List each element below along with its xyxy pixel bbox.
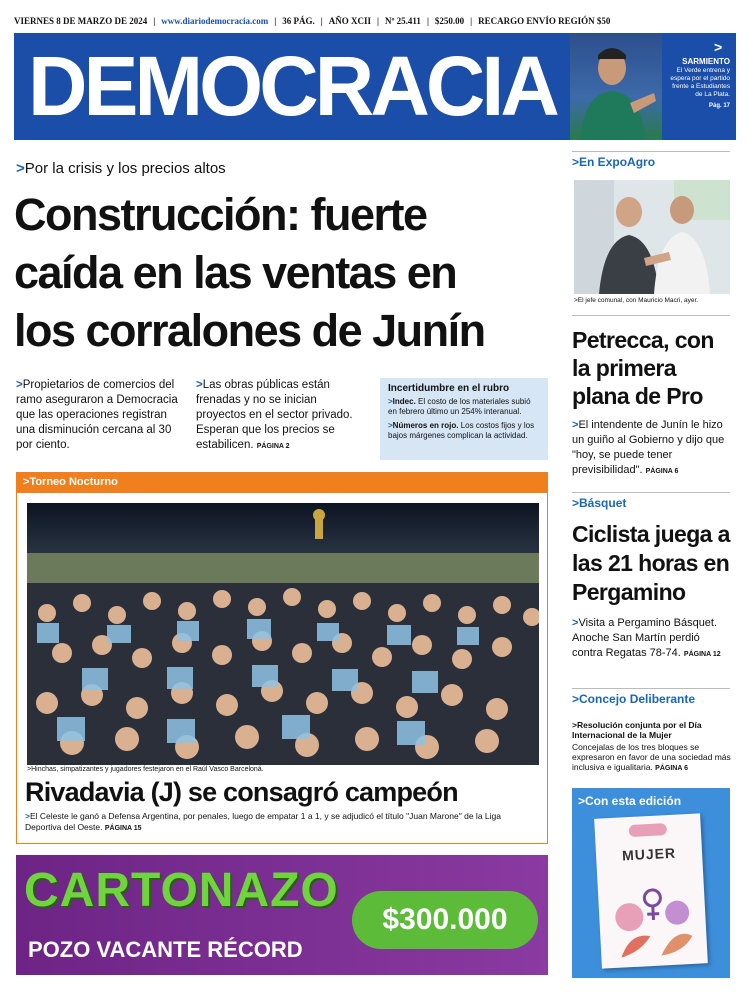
edition-box [572,788,730,978]
expo-photo [574,180,730,294]
ad-subtitle: POZO VACANTE RÉCORD [28,937,303,962]
site-url[interactable]: www.diariodemocracia.com [161,16,269,26]
basquet-text: >Visita a Pergamino Básquet. Anoche San Martín perdió contra Regatas 78-74. PÁGINA 12 [572,617,721,659]
sports-section-header: >Torneo Nocturno [17,473,547,493]
ad-title: CARTONAZO [24,864,339,917]
coach-figure [570,33,662,140]
surcharge: RECARGO ENVÍO REGIÓN $50 [478,16,611,26]
info-box-item-1: >Indec. El costo de los materiales subió en febrero último un 254% interanual. [388,397,531,416]
expo-caption: >El jefe comunal, con Mauricio Macri, ayer. [574,297,699,304]
concejo-section: >Concejo Deliberante [572,692,696,706]
basquet-headline[interactable]: Ciclista juega a las 21 horas en Pergamino [572,521,730,605]
year: AÑO XCII [328,16,371,26]
masthead-title: DEMOCRACIA [28,39,556,133]
teaser-text: El Verde entrena y espera por el partido frente a Estudiantes de La Plata. [670,67,730,98]
issue-number: Nº 25.411 [384,16,421,26]
expo-headline[interactable]: Petrecca, con la primera plana de Pro [572,327,714,409]
price: $250.00 [434,16,465,26]
info-box-item-2: >Números en rojo. Los costos fijos y los bajos márgenes complican la actividad. [388,421,535,440]
lead-headline[interactable]: Construcción: fuerte caída en las ventas en los corralones de Junín [14,189,485,356]
basquet-section: >Básquet [572,496,627,510]
ad-amount-badge: $300.000 [352,891,538,949]
teaser-arrow-icon[interactable]: > [714,39,723,55]
issue-date: VIERNES 8 DE MARZO DE 2024 [14,16,148,26]
lead-kicker: >Por la crisis y los precios altos [16,160,226,177]
sports-caption: >Hinchas, simpatizantes y jugadores festejaron en el Raúl Vasco Barceloná. [27,766,264,773]
expo-text: >El intendente de Junín le hizo un guiño al Gobierno y dijo que "hoy, se puede tener previsibilidad". PÁGINA 6 [572,419,725,476]
info-box-title: Incertidumbre en el rubro [388,383,510,394]
sports-box [16,472,548,844]
lead-col1: >Propietarios de comercios del ramo aseguraron a Democracia que las operaciones registran una disminución cercana al 30 por ciento. [16,379,178,451]
edition-title: MUJER [621,844,677,864]
expo-photo-illustration [574,180,730,294]
teaser-photo [570,33,662,140]
edition-magazine[interactable] [594,813,708,968]
concejo-text: Concejalas de los tres bloques se expresaron en favor de una sociedad más inclusiva e igualitaria. PÁGINA 6 [572,742,731,772]
sports-summary: >El Celeste le ganó a Defensa Argentina, por penales, luego de empatar 1 a 1, y se adjudicó el título "Juan Marone" de la Liga Deportiva del Oeste. PÁGINA 15 [25,811,501,832]
lead-col2: >Las obras públicas están frenadas y no se inician proyectos en el sector privado. Esperan que los precios se estabilicen. PÁGINA 2 [196,379,353,451]
top-bar: VIERNES 8 DE MARZO DE 2024 | www.diariodemocracia.com | 36 PÁG. | AÑO XCII | Nº 25.411 | $250.00 | RECARGO ENVÍO REGIÓN $50 [14,16,611,26]
sports-photo [27,503,539,765]
concejo-title: >Resolución conjunta por el Día Internacional de la Mujer [572,720,702,740]
page-count: 36 PÁG. [282,16,315,26]
teaser-page: Pág. 17 [708,103,730,109]
magazine-art [594,813,708,968]
crowd-illustration [27,503,539,765]
cartonazo-ad[interactable] [16,855,548,975]
expo-section: >En ExpoAgro [572,155,656,169]
sports-headline[interactable]: Rivadavia (J) se consagró campeón [25,777,458,807]
teaser-label: SARMIENTO [682,57,730,66]
masthead [14,33,736,140]
edition-section: >Con esta edición [578,794,682,808]
kicker-arrow-icon: > [16,160,25,177]
info-box [380,378,548,460]
